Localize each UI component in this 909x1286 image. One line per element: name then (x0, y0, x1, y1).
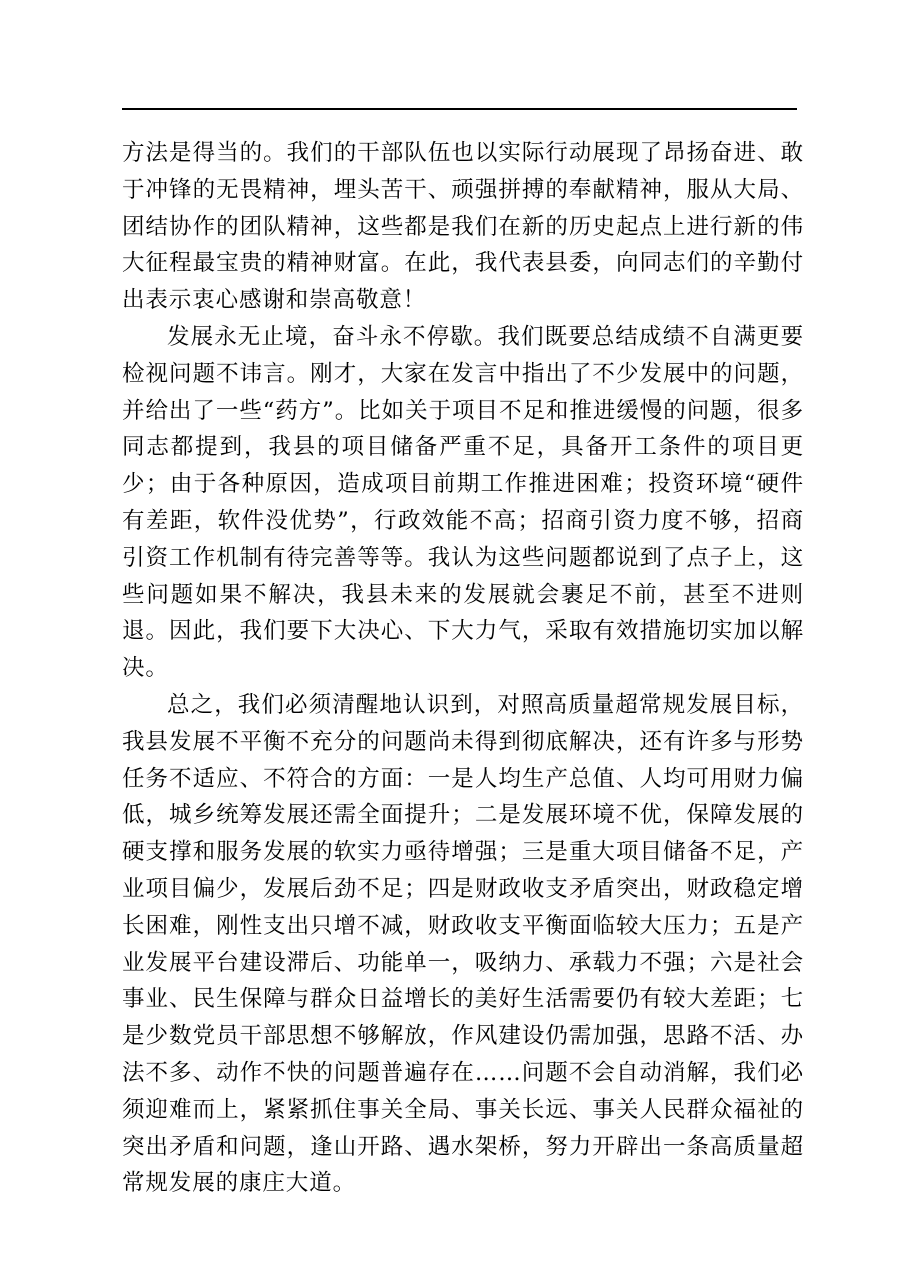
paragraph-1: 方法是得当的。我们的干部队伍也以实际行动展现了昂扬奋进、敢于冲锋的无畏精神，埋头苦干、顽强拼搏的奉献精神，服从大局、团结协作的团队精神，这些都是我们在新的历史起点上进行新的伟大征程最宝贵的精神财富。在此，我代表县委，向同志们的辛勤付出表示衷心感谢和崇高敬意！ (122, 140, 804, 314)
header-rule (122, 108, 797, 110)
document-body (122, 135, 804, 1202)
paragraph-2: 发展永无止境，奋斗永不停歇。我们既要总结成绩不自满更要检视问题不讳言。刚才，大家在发言中指出了不少发展中的问题，并给出了一些“药方”。比如关于项目不足和推进缓慢的问题，很多同志都提到，我县的项目储备严重不足，具备开工条件的项目更少；由于各种原因，造成项目前期工作推进困难；投资环境“硬件有差距，软件没优势”，行政效能不高；招商引资力度不够，招商引资工作机制有待完善等等。我认为这些问题都说到了点子上，这些问题如果不解决，我县未来的发展就会裹足不前，甚至不进则退。因此，我们要下大决心、下大力气，采取有效措施切实加以解决。 (122, 323, 804, 682)
paragraph-3: 总之，我们必须清醒地认识到，对照高质量超常规发展目标，我县发展不平衡不充分的问题尚未得到彻底解决，还有许多与形势任务不适应、不符合的方面：一是人均生产总值、人均可用财力偏低，城乡统筹发展还需全面提升；二是发展环境不优，保障发展的硬支撑和服务发展的软实力亟待增强；三是重大项目储备不足，产业项目偏少，发展后劲不足；四是财政收支矛盾突出，财政稳定增长困难，刚性支出只增不减，财政收支平衡面临较大压力；五是产业发展平台建设滞后、功能单一，吸纳力、承载力不强；六是社会事业、民生保障与群众日益增长的美好生活需要仍有较大差距；七是少数党员干部思想不够解放，作风建设仍需加强，思路不活、办法不多、动作不快的问题普遍存在……问题不会自动消解，我们必须迎难而上，紧紧抓住事关全局、事关长远、事关人民群众福祉的突出矛盾和问题，逢山开路、遇水架桥，努力开辟出一条高质量超常规发展的康庄大道。 (122, 691, 804, 1197)
